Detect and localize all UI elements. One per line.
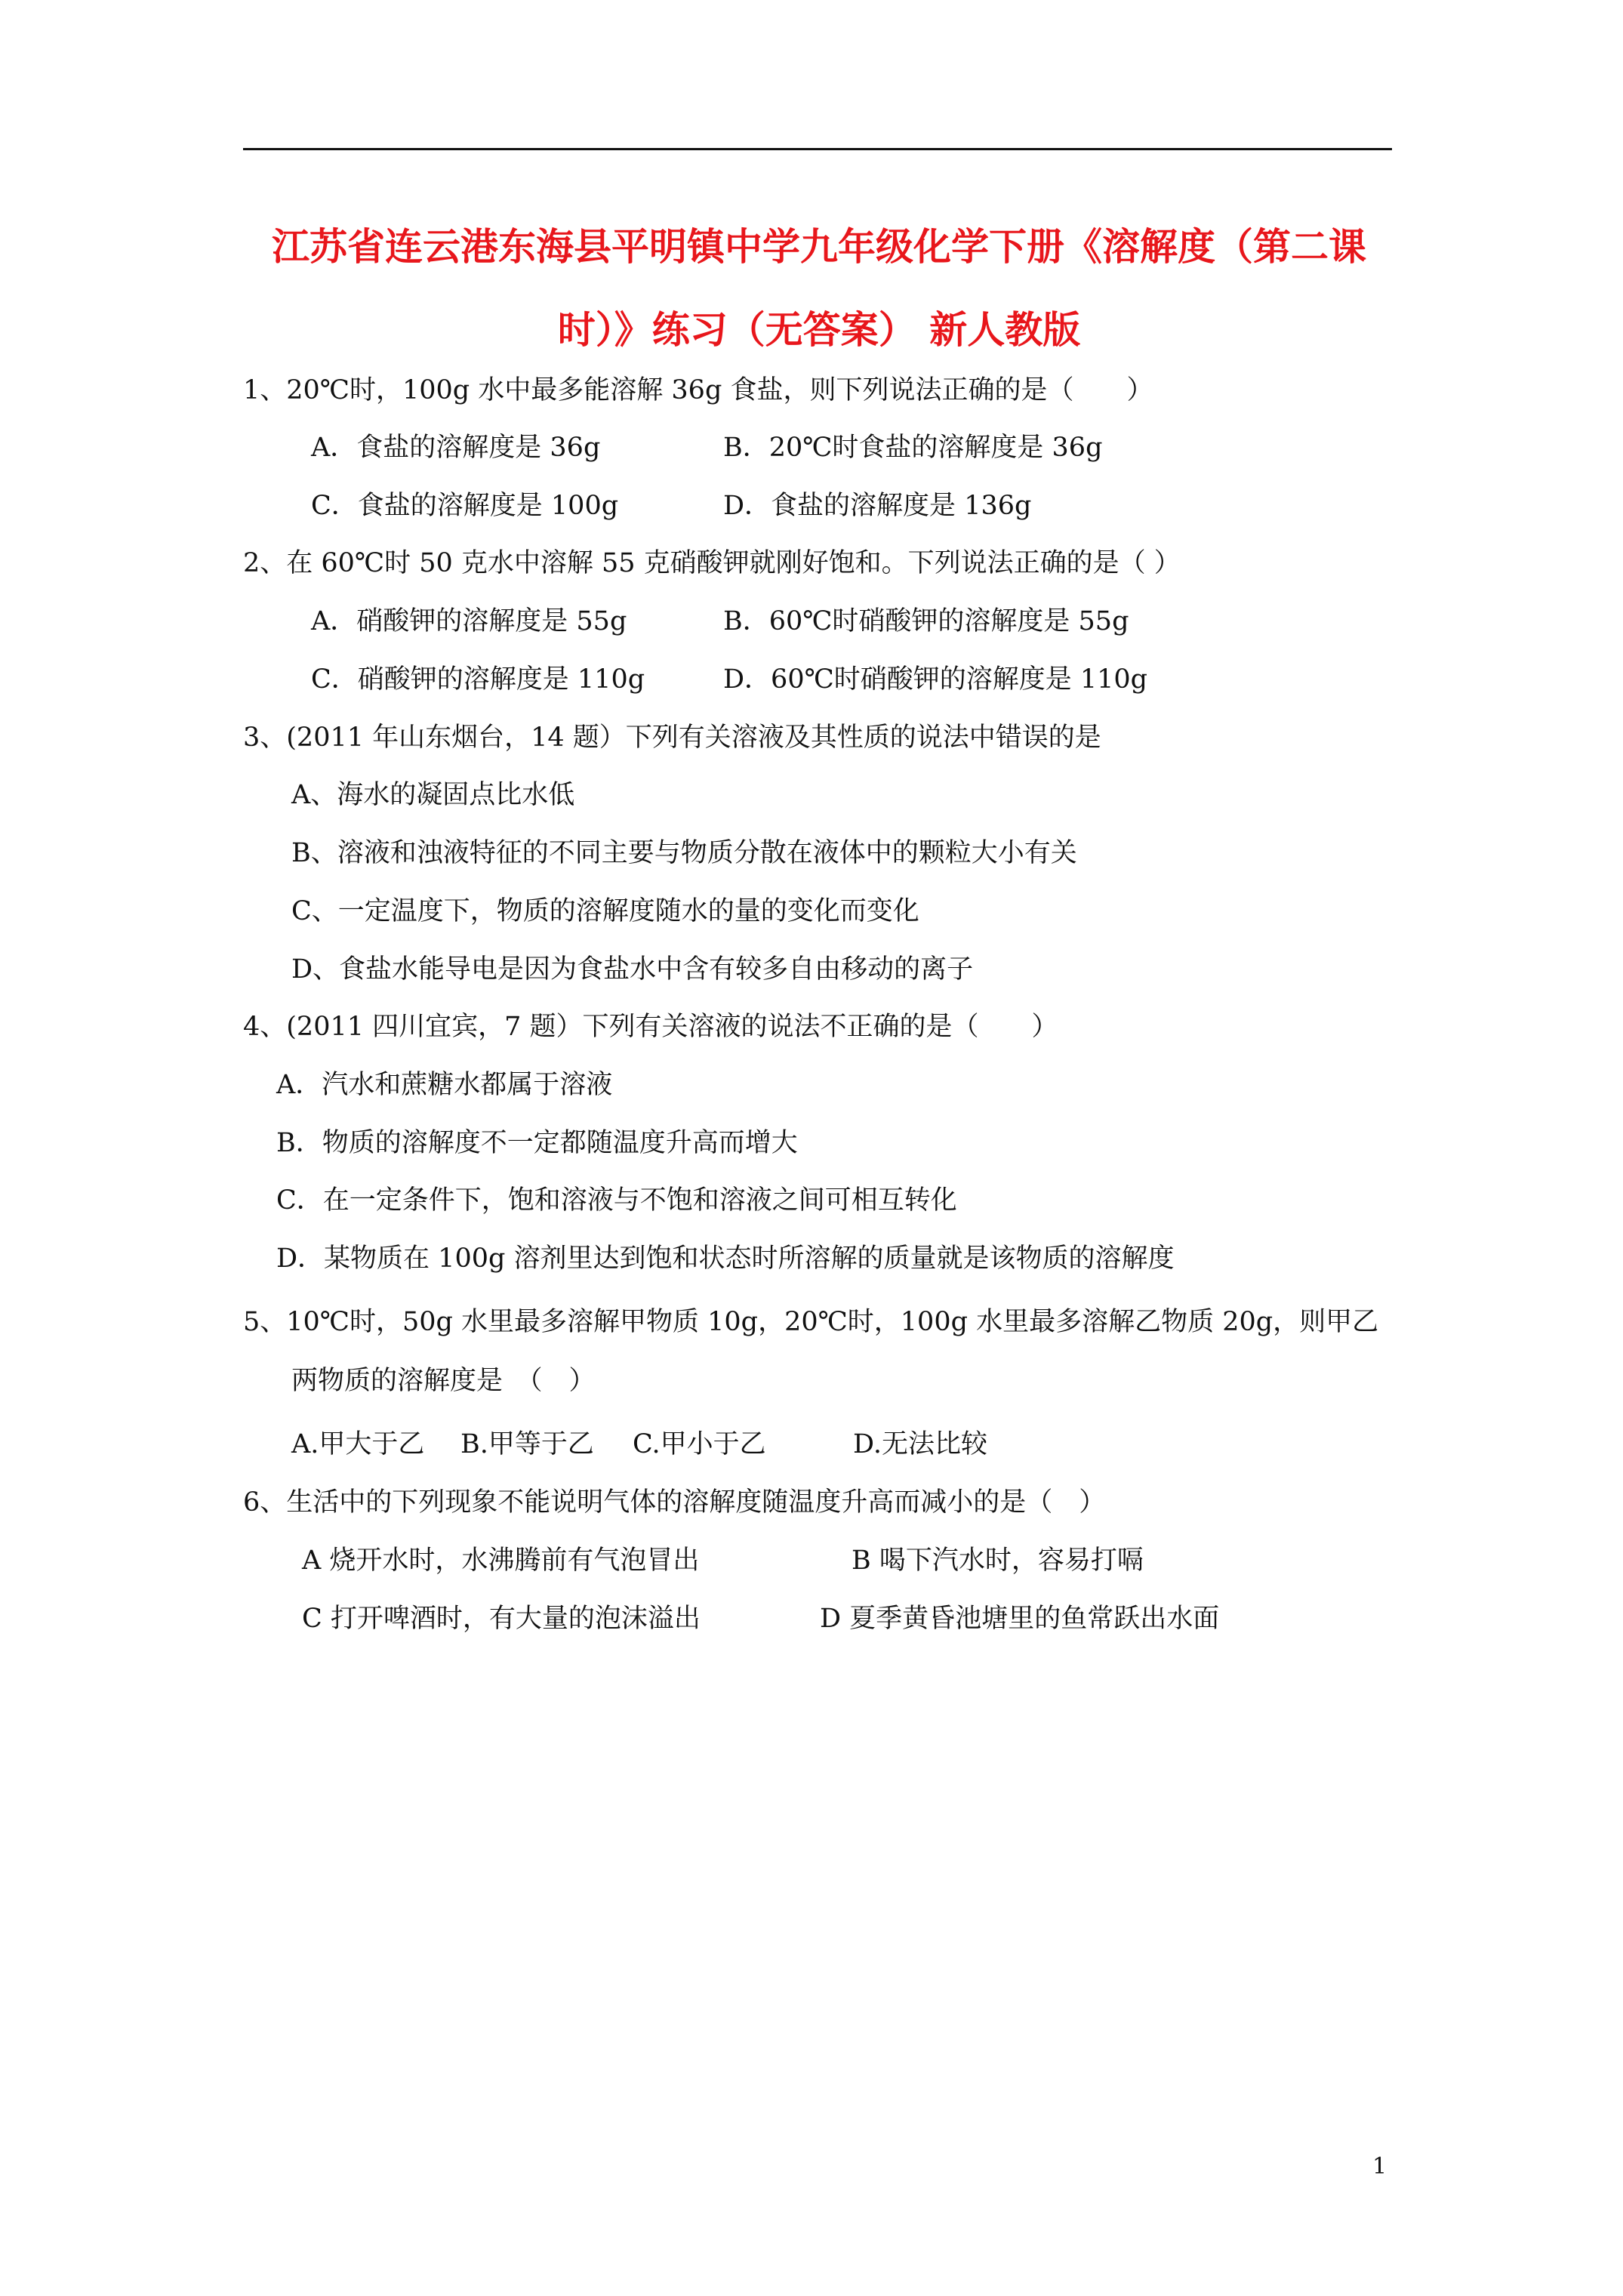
- question-3-option-c: C、一定温度下，物质的溶解度随水的量的变化而变化: [291, 896, 919, 926]
- document-title-line-1: 江苏省连云港东海县平明镇中学九年级化学下册《溶解度（第二课: [272, 225, 1366, 269]
- question-4-option-c: C．在一定条件下，饱和溶液与不饱和溶液之间可相互转化: [276, 1185, 957, 1216]
- question-6-option-a: A 烧开水时，水沸腾前有气泡冒出: [302, 1546, 700, 1576]
- question-3-option-a: A、海水的凝固点比水低: [291, 780, 575, 810]
- question-2-option-d: D．60℃时硝酸钾的溶解度是 110g: [723, 664, 1148, 695]
- question-2-option-a: A．硝酸钾的溶解度是 55g: [311, 606, 627, 636]
- question-1-option-c: C．食盐的溶解度是 100g: [311, 491, 619, 521]
- question-2-stem: 2、在 60℃时 50 克水中溶解 55 克硝酸钾就刚好饱和。下列说法正确的是（ ）: [243, 548, 1181, 578]
- question-5-stem: 5、10℃时，50g 水里最多溶解甲物质 10g，20℃时，100g 水里最多溶解乙物质 20g，则甲乙: [243, 1307, 1379, 1337]
- question-4-option-b: B．物质的溶解度不一定都随温度升高而增大: [276, 1128, 798, 1158]
- question-5-stem-continued: 两物质的溶解度是 （ ）: [291, 1366, 596, 1396]
- question-2-option-b: B．60℃时硝酸钾的溶解度是 55g: [723, 606, 1129, 636]
- question-5-option-b: B.甲等于乙: [460, 1429, 594, 1459]
- question-5-option-d: D.无法比较: [853, 1429, 987, 1459]
- question-3-option-b: B、溶液和浊液特征的不同主要与物质分散在液体中的颗粒大小有关: [291, 838, 1077, 868]
- page-number: 1: [1372, 2153, 1387, 2180]
- header-rule: [243, 148, 1392, 150]
- question-4-option-d: D．某物质在 100g 溶剂里达到饱和状态时所溶解的质量就是该物质的溶解度: [276, 1244, 1175, 1274]
- question-6-stem: 6、生活中的下列现象不能说明气体的溶解度随温度升高而减小的是（ ）: [243, 1487, 1106, 1518]
- question-4-stem: 4、(2011 四川宜宾，7 题）下列有关溶液的说法不正确的是（ ）: [243, 1012, 1058, 1042]
- question-3-stem: 3、(2011 年山东烟台，14 题）下列有关溶液及其性质的说法中错误的是: [243, 723, 1101, 753]
- question-6-option-b: B 喝下汽水时，容易打嗝: [852, 1546, 1144, 1576]
- question-5-option-c: C.甲小于乙: [633, 1429, 766, 1459]
- question-6-option-c: C 打开啤酒时，有大量的泡沫溢出: [302, 1604, 701, 1634]
- document-title-line-2: 时）》练习（无答案） 新人教版: [557, 308, 1081, 352]
- question-5-option-a: A.甲大于乙: [291, 1429, 425, 1459]
- question-2-option-c: C．硝酸钾的溶解度是 110g: [311, 664, 645, 695]
- question-3-option-d: D、食盐水能导电是因为食盐水中含有较多自由移动的离子: [291, 954, 974, 985]
- question-1-option-a: A．食盐的溶解度是 36g: [311, 433, 601, 463]
- question-1-option-d: D．食盐的溶解度是 136g: [723, 491, 1032, 521]
- question-4-option-a: A．汽水和蔗糖水都属于溶液: [276, 1070, 613, 1100]
- question-6-option-d: D 夏季黄昏池塘里的鱼常跃出水面: [820, 1604, 1220, 1634]
- question-1-option-b: B．20℃时食盐的溶解度是 36g: [723, 433, 1103, 463]
- question-1-stem: 1、20℃时，100g 水中最多能溶解 36g 食盐，则下列说法正确的是（ ）: [243, 375, 1153, 405]
